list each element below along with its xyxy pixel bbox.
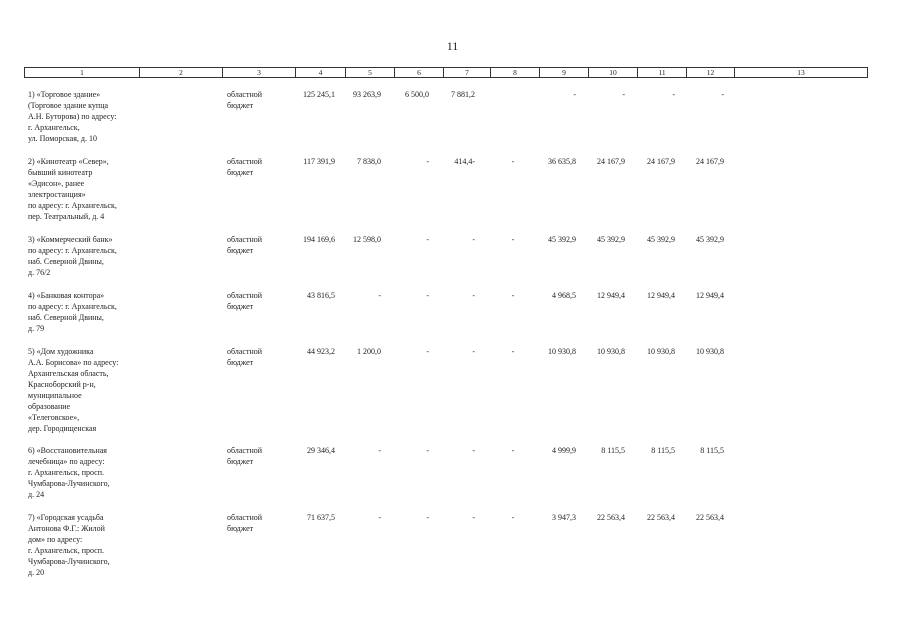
cell-c4: 125 245,1 bbox=[303, 90, 335, 99]
cell-c12: 10 930,8 bbox=[696, 347, 724, 356]
cell-c10: 22 563,4 bbox=[597, 513, 625, 522]
cell-name: 1) «Торговое здание» (Торговое здание купца А.Н. Буторова) по адресу: г. Архангельск, ул. Поморская, д. 10 bbox=[28, 90, 117, 143]
cell-c12: 8 115,5 bbox=[700, 446, 724, 455]
cell-name: 2) «Кинотеатр «Север», бывший кинотеатр «Эдисон», ранее электростанция» по адресу: г. Архангельск, пер. Театральный, д. 4 bbox=[28, 157, 117, 221]
cell-c9: - bbox=[573, 90, 576, 99]
cell-source: областной бюджет bbox=[227, 291, 263, 311]
cell-name: 3) «Коммерческий банк» по адресу: г. Архангельск, наб. Северной Двины, д. 76/2 bbox=[28, 235, 117, 277]
cell-c8: - bbox=[511, 157, 515, 166]
cell-c11: 24 167,9 bbox=[647, 157, 675, 166]
cell-c5: - bbox=[378, 446, 381, 455]
cell-c11: 8 115,5 bbox=[651, 446, 675, 455]
cell-c5: 7 838,0 bbox=[357, 157, 381, 166]
cell-c6: - bbox=[426, 446, 429, 455]
cell-c11: - bbox=[672, 90, 675, 99]
cell-c4: 43 816,5 bbox=[307, 291, 335, 300]
cell-c10: - bbox=[622, 90, 625, 99]
cell-c10: 24 167,9 bbox=[597, 157, 625, 166]
cell-c5: - bbox=[378, 291, 381, 300]
cell-c12: 12 949,4 bbox=[696, 291, 724, 300]
cell-c12: 45 392,9 bbox=[696, 235, 724, 244]
header-col-9: 9 bbox=[540, 68, 589, 77]
cell-name: 7) «Городская усадьба Антонова Ф.Г.: Жилой дом» по адресу: г. Архангельск, просп. Чумбарова-Лучинского, д. 20 bbox=[28, 513, 110, 577]
cell-c9: 4 999,9 bbox=[552, 446, 576, 455]
cell-c4: 44 923,2 bbox=[307, 347, 335, 356]
cell-c10: 12 949,4 bbox=[597, 291, 625, 300]
cell-c7: - bbox=[472, 446, 475, 455]
cell-c10: 10 930,8 bbox=[597, 347, 625, 356]
cell-source: областной бюджет bbox=[227, 90, 263, 110]
cell-c6: - bbox=[426, 513, 429, 522]
cell-c7: 7 881,2 bbox=[451, 90, 475, 99]
cell-c8: - bbox=[511, 446, 515, 455]
cell-c6: - bbox=[426, 291, 429, 300]
cell-c6: - bbox=[426, 157, 429, 166]
cell-c5: - bbox=[378, 513, 381, 522]
cell-c6: - bbox=[426, 347, 429, 356]
cell-c5: 12 598,0 bbox=[353, 235, 381, 244]
header-col-8: 8 bbox=[491, 68, 540, 77]
page-number: 11 bbox=[446, 39, 459, 53]
cell-c9: 3 947,3 bbox=[552, 513, 576, 522]
cell-c11: 22 563,4 bbox=[647, 513, 675, 522]
cell-c7: - bbox=[472, 235, 475, 244]
cell-c5: 1 200,0 bbox=[357, 347, 381, 356]
cell-c4: 117 391,9 bbox=[303, 157, 335, 166]
header-col-4: 4 bbox=[296, 68, 346, 77]
header-col-5: 5 bbox=[346, 68, 395, 77]
cell-c8: - bbox=[511, 291, 515, 300]
header-col-2: 2 bbox=[140, 68, 223, 77]
cell-c10: 45 392,9 bbox=[597, 235, 625, 244]
header-col-7: 7 bbox=[444, 68, 491, 77]
header-col-1: 1 bbox=[25, 68, 140, 77]
cell-c8: - bbox=[511, 347, 515, 356]
cell-c12: 24 167,9 bbox=[696, 157, 724, 166]
cell-c9: 4 968,5 bbox=[552, 291, 576, 300]
cell-c7: - bbox=[472, 291, 475, 300]
cell-c9: 36 635,8 bbox=[548, 157, 576, 166]
header-col-11: 11 bbox=[638, 68, 687, 77]
cell-c4: 194 169,6 bbox=[303, 235, 335, 244]
cell-source: областной бюджет bbox=[227, 235, 263, 255]
cell-c4: 71 637,5 bbox=[307, 513, 335, 522]
cell-c7: - bbox=[472, 347, 475, 356]
cell-name: 5) «Дом художника А.А. Борисова» по адресу: Архангельская область, Красноборский р-н, муниципальное образование «Телеговское», дер. Городищенская bbox=[28, 347, 119, 433]
cell-c12: 22 563,4 bbox=[696, 513, 724, 522]
cell-c7: - bbox=[472, 513, 475, 522]
cell-source: областной бюджет bbox=[227, 446, 263, 466]
cell-c8: - bbox=[511, 513, 515, 522]
table-header-row bbox=[24, 67, 868, 78]
cell-name: 4) «Банковая контора» по адресу: г. Архангельск, наб. Северной Двины, д. 79 bbox=[28, 291, 117, 333]
cell-c9: 10 930,8 bbox=[548, 347, 576, 356]
cell-c11: 12 949,4 bbox=[647, 291, 675, 300]
header-col-3: 3 bbox=[223, 68, 296, 77]
cell-c10: 8 115,5 bbox=[601, 446, 625, 455]
cell-c8: - bbox=[511, 235, 515, 244]
header-col-10: 10 bbox=[589, 68, 638, 77]
cell-source: областной бюджет bbox=[227, 513, 263, 533]
cell-name: 6) «Восстановительная лечебница» по адресу: г. Архангельск, просп. Чумбарова-Лучинского, д. 24 bbox=[28, 446, 110, 499]
cell-c6: 6 500,0 bbox=[405, 90, 429, 99]
cell-c4: 29 346,4 bbox=[307, 446, 335, 455]
cell-c5: 93 263,9 bbox=[353, 90, 381, 99]
header-col-13: 13 bbox=[797, 68, 805, 77]
cell-c6: - bbox=[426, 235, 429, 244]
cell-c12: - bbox=[721, 90, 724, 99]
header-col-6: 6 bbox=[395, 68, 444, 77]
cell-c11: 10 930,8 bbox=[647, 347, 675, 356]
cell-c7: 414,4- bbox=[454, 157, 475, 166]
header-col-12: 12 bbox=[687, 68, 735, 77]
cell-c11: 45 392,9 bbox=[647, 235, 675, 244]
cell-source: областной бюджет bbox=[227, 347, 263, 367]
cell-c9: 45 392,9 bbox=[548, 235, 576, 244]
cell-source: областной бюджет bbox=[227, 157, 263, 177]
